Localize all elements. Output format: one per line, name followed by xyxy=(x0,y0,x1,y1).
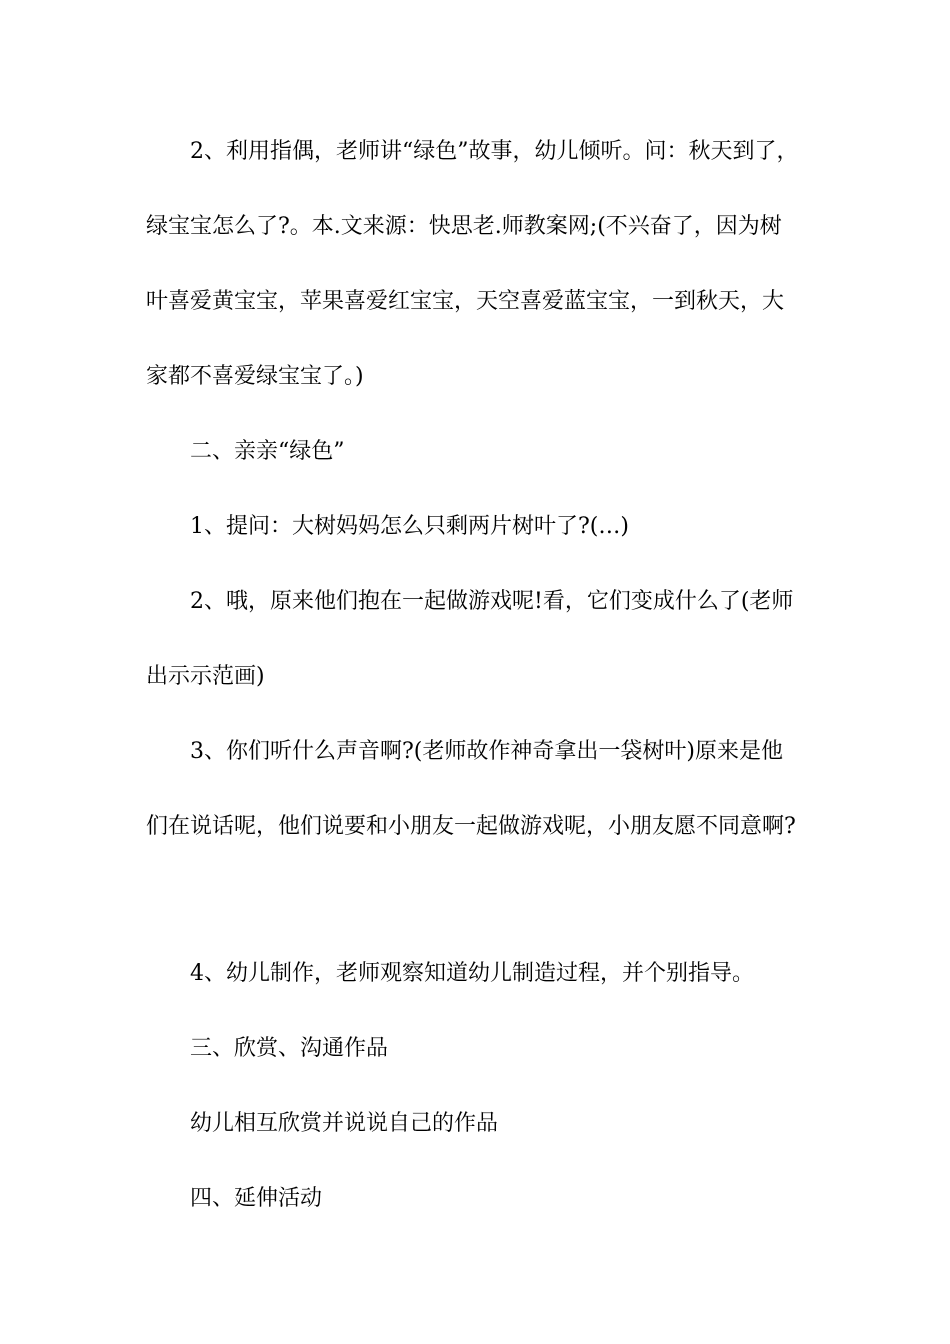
paragraph-line: 1、提问：大树妈妈怎么只剩两片树叶了?(…) xyxy=(190,514,629,539)
paragraph-line: 幼儿相互欣赏并说说自己的作品 xyxy=(190,1111,499,1136)
paragraph-line: 2、哦，原来他们抱在一起做游戏呢!看，它们变成什么了(老师 xyxy=(190,589,794,614)
section-heading: 二、亲亲“绿色” xyxy=(190,439,345,464)
paragraph-line: 绿宝宝怎么了?。本.文来源：快思老.师教案网;(不兴奋了，因为树 xyxy=(146,214,782,239)
paragraph-line: 4、幼儿制作，老师观察知道幼儿制造过程，并个别指导。 xyxy=(190,961,754,986)
paragraph-line: 出示示范画) xyxy=(146,664,265,689)
paragraph-line: 2、利用指偶，老师讲“绿色”故事，幼儿倾听。问：秋天到了， xyxy=(190,139,799,164)
section-heading: 四、延伸活动 xyxy=(190,1186,323,1211)
section-heading: 三、欣赏、沟通作品 xyxy=(190,1036,389,1061)
paragraph-line: 家都不喜爱绿宝宝了。) xyxy=(146,364,364,389)
paragraph-line: 叶喜爱黄宝宝，苹果喜爱红宝宝，天空喜爱蓝宝宝，一到秋天，大 xyxy=(146,289,785,314)
paragraph-line: 们在说话呢，他们说要和小朋友一起做游戏呢，小朋友愿不同意啊? xyxy=(146,814,796,839)
paragraph-line: 3、你们听什么声音啊?(老师故作神奇拿出一袋树叶)原来是他 xyxy=(190,739,783,764)
